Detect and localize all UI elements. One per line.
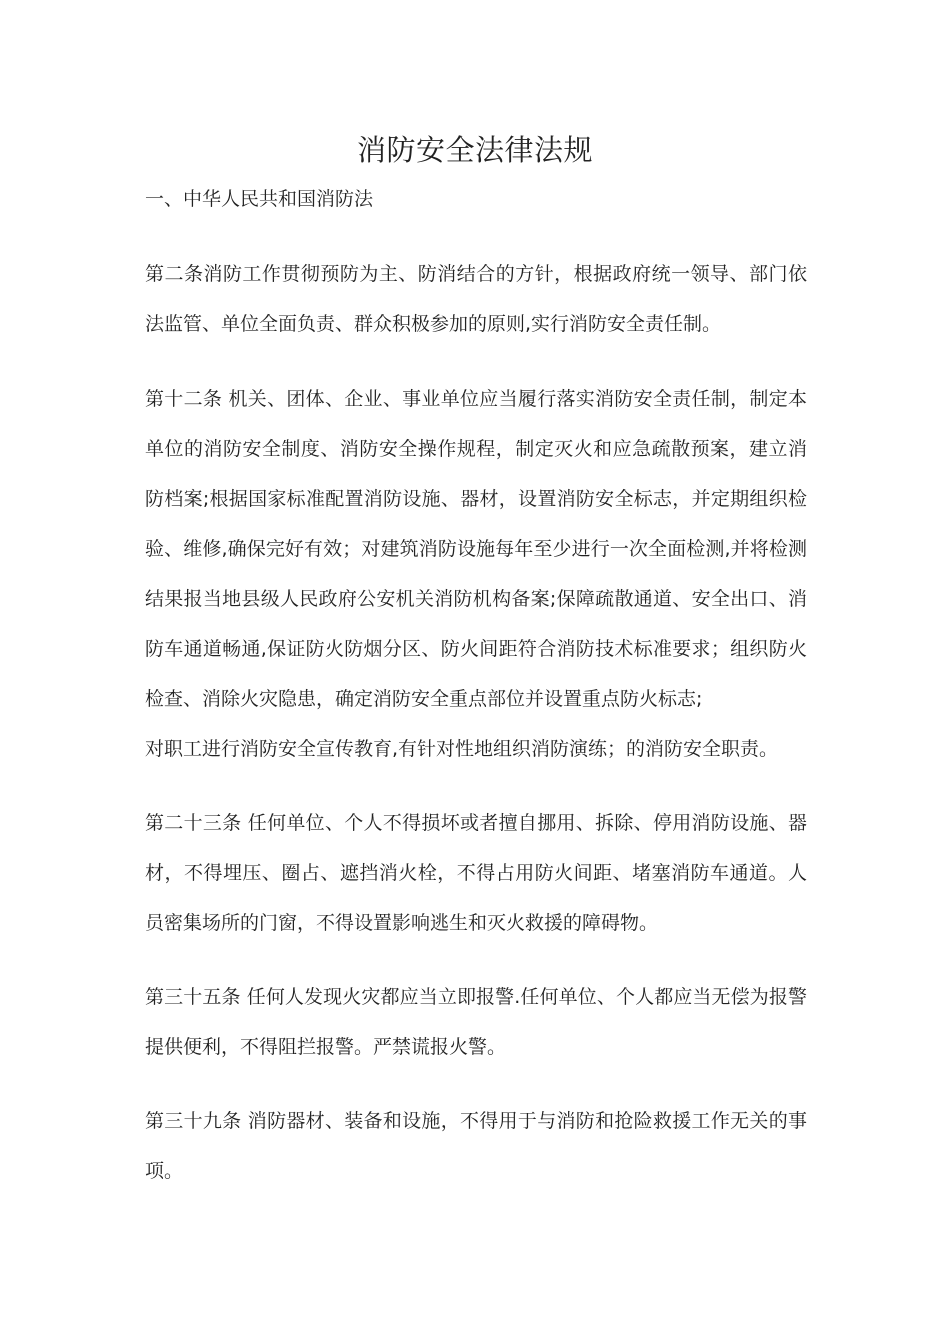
- article-39-text: 第三十九条 消防器材、装备和设施，不得用于与消防和抢险救援工作无关的事项。: [145, 1110, 807, 1182]
- section-heading: 一、中华人民共和国消防法: [145, 188, 374, 210]
- article-12: [145, 374, 807, 774]
- article-39: [145, 1096, 807, 1196]
- article-2-text: 第二条消防工作贯彻预防为主、防消结合的方针，根据政府统一领导、部门依法监管、单位全面负责、群众积极参加的原则,实行消防安全责任制。: [145, 263, 807, 335]
- document-title: 消防安全法律法规: [356, 133, 593, 167]
- article-12-text: 第十二条 机关、团体、企业、事业单位应当履行落实消防安全责任制，制定本单位的消防安全制度、消防安全操作规程，制定灭火和应急疏散预案，建立消防档案;根据国家标准配置消防设施、器材，设置消防安全标志，并定期组织检验、维修,确保完好有效；对建筑消防设施每年至少进行一次全面检测,并将检测结果报当地县级人民政府公安机关消防机构备案;保障疏散通道、安全出口、消防车通道畅通,保证防火防烟分区、防火间距符合消防技术标准要求；组织防火检查、消除火灾隐患，确定消防安全重点部位并设置重点防火标志;: [145, 388, 807, 710]
- article-12-continuation: 对职工进行消防安全宣传教育,有针对性地组织消防演练；的消防安全职责。: [145, 738, 779, 760]
- article-2: [145, 249, 807, 349]
- article-35: [145, 972, 807, 1072]
- article-23: [145, 798, 807, 948]
- article-35-text: 第三十五条 任何人发现火灾都应当立即报警.任何单位、个人都应当无偿为报警提供便利，不得阻拦报警。严禁谎报火警。: [145, 986, 807, 1058]
- article-23-text: 第二十三条 任何单位、个人不得损坏或者擅自挪用、拆除、停用消防设施、器材，不得埋压、圈占、遮挡消火栓，不得占用防火间距、堵塞消防车通道。人员密集场所的门窗，不得设置影响逃生和灭火救援的障碍物。: [145, 812, 807, 934]
